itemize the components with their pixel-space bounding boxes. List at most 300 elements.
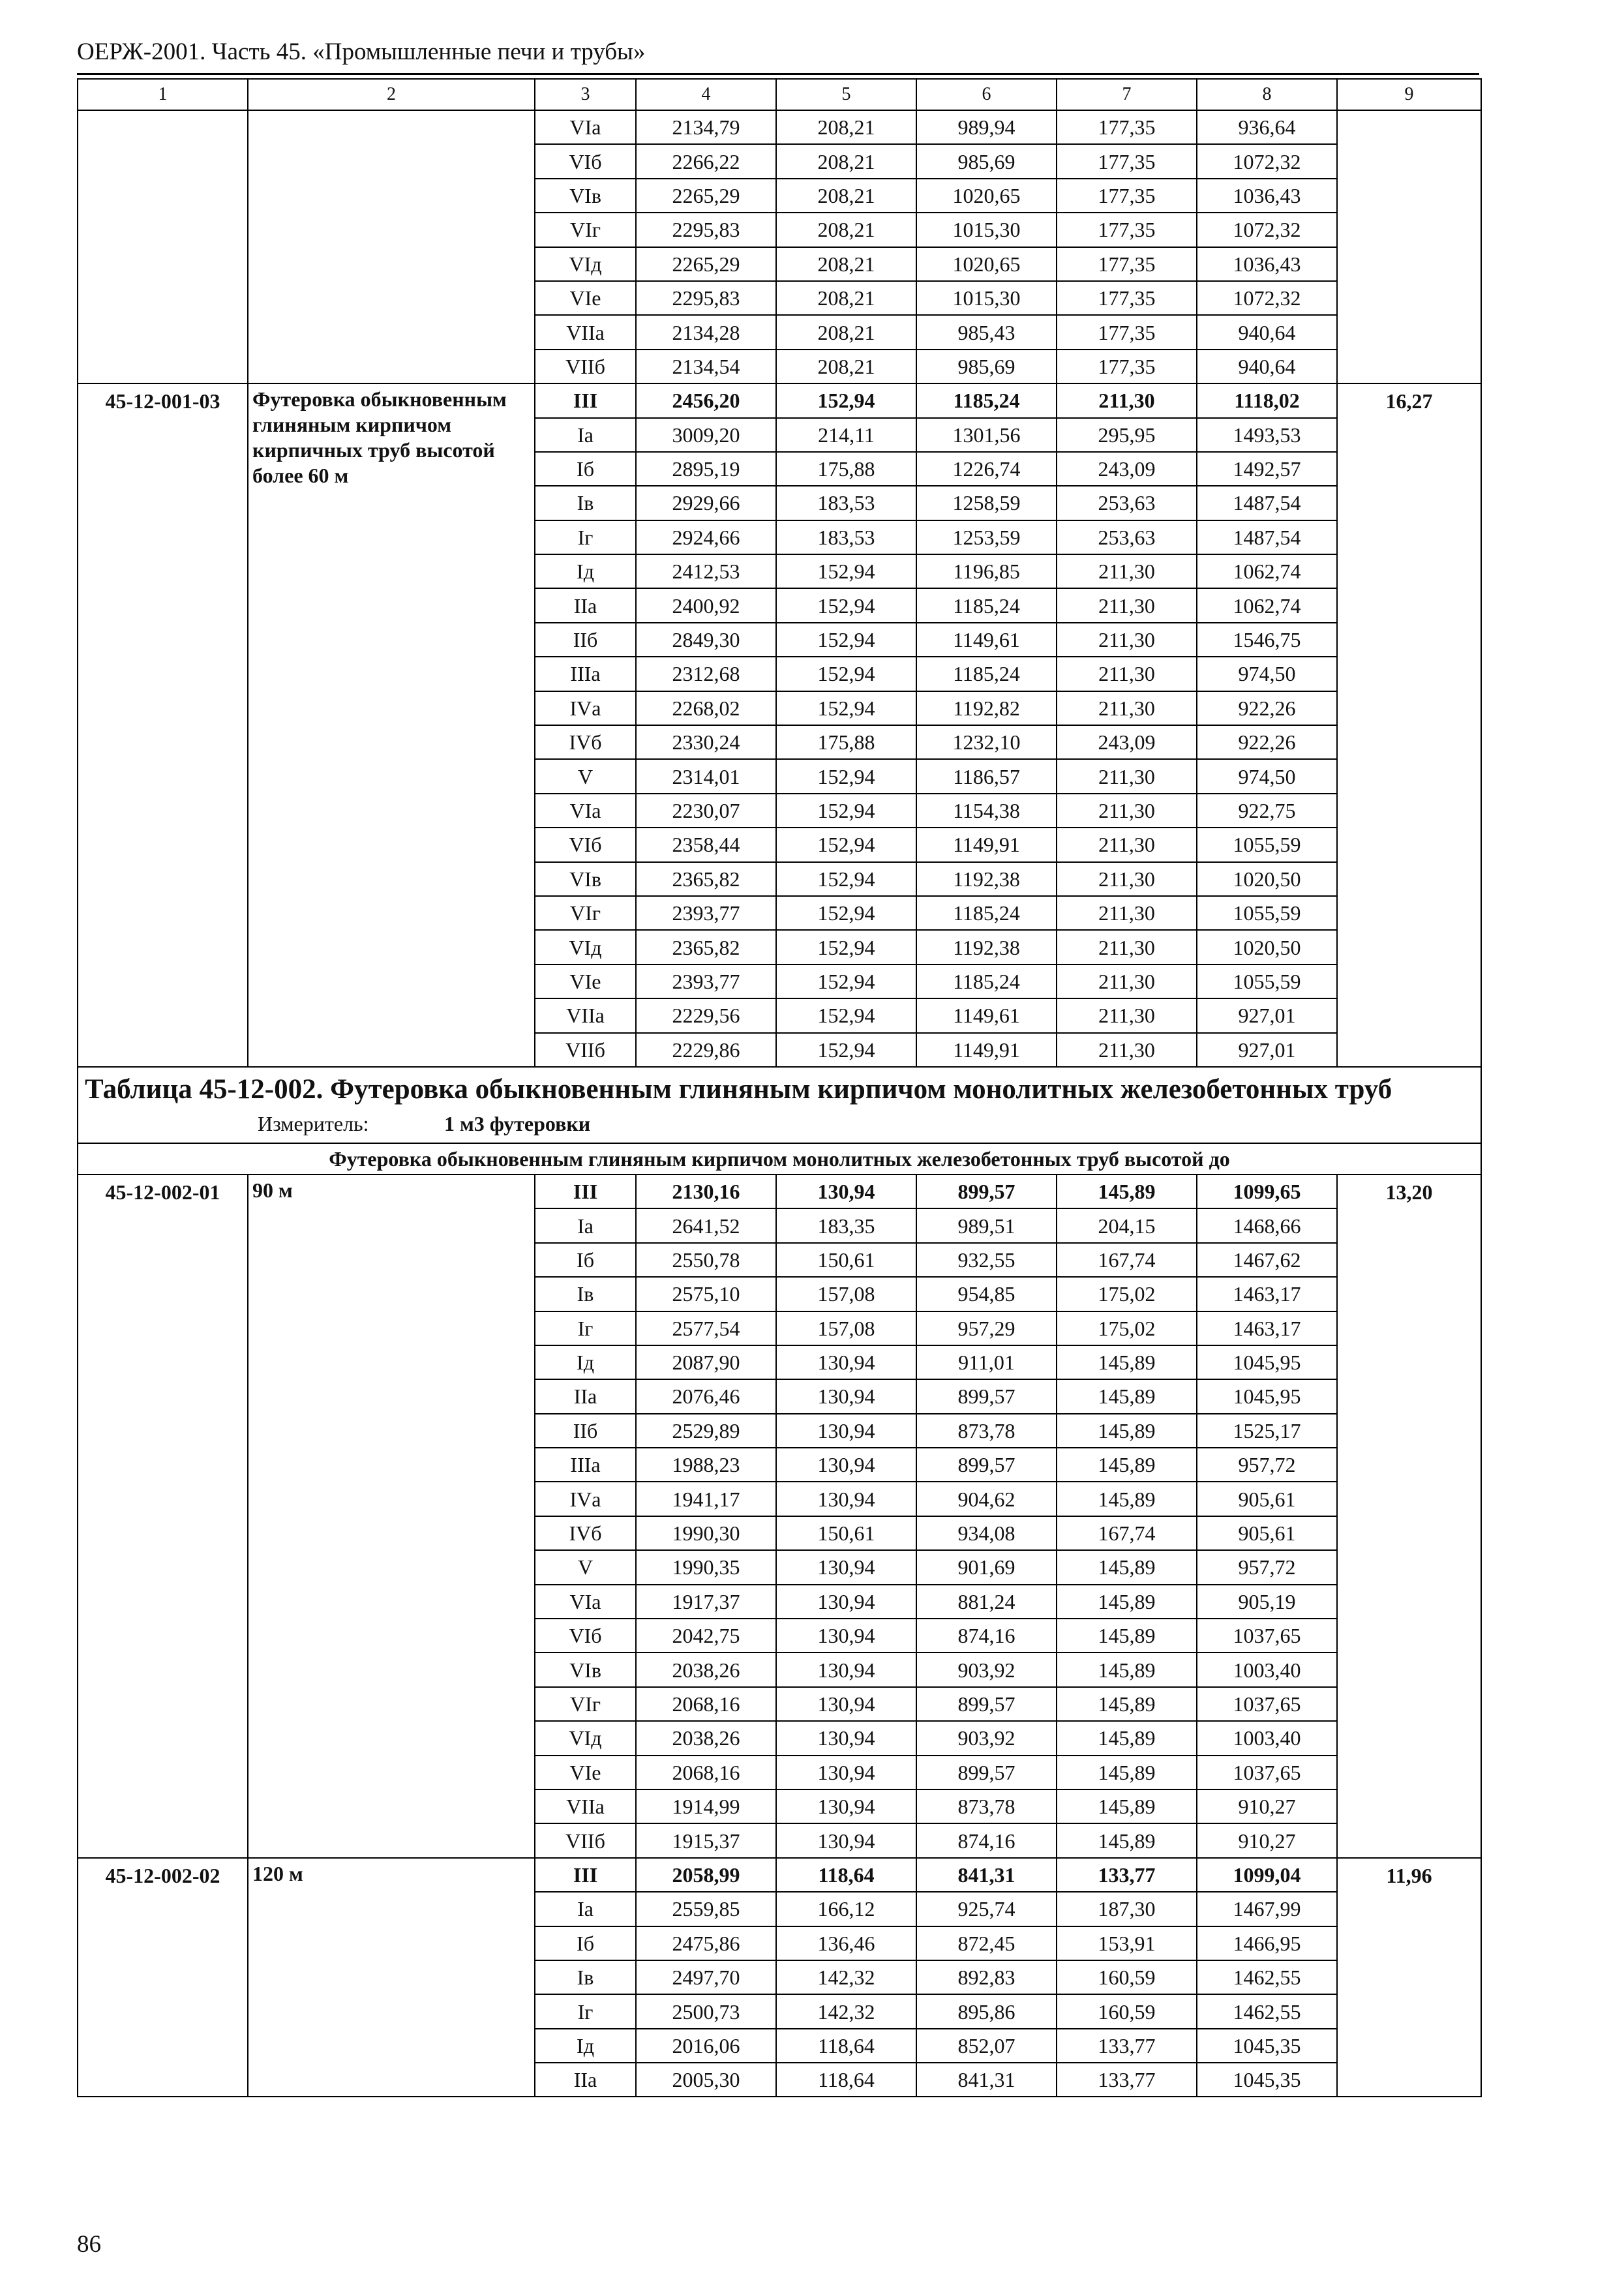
total-cost: 1915,37 — [636, 1823, 776, 1857]
wages: 152,94 — [776, 691, 916, 725]
machinist-wages: 145,89 — [1057, 1585, 1197, 1619]
col-number: 9 — [1337, 79, 1481, 110]
region-code: VIIа — [535, 315, 636, 349]
table-row — [78, 1858, 1481, 1892]
machines: 899,57 — [916, 1174, 1057, 1208]
materials: 940,64 — [1197, 350, 1337, 383]
machinist-wages: 153,91 — [1057, 1926, 1197, 1960]
total-cost: 2134,54 — [636, 350, 776, 383]
machinist-wages: 175,02 — [1057, 1311, 1197, 1345]
machinist-wages: 177,35 — [1057, 110, 1197, 144]
wages: 152,94 — [776, 554, 916, 588]
wages: 130,94 — [776, 1619, 916, 1653]
wages: 130,94 — [776, 1721, 916, 1755]
materials: 1062,74 — [1197, 588, 1337, 622]
materials: 1045,95 — [1197, 1379, 1337, 1413]
machinist-wages: 167,74 — [1057, 1516, 1197, 1550]
materials: 1099,04 — [1197, 1858, 1337, 1892]
wages: 214,11 — [776, 418, 916, 452]
wages: 118,64 — [776, 2029, 916, 2063]
materials: 974,50 — [1197, 657, 1337, 691]
machinist-wages: 160,59 — [1057, 1960, 1197, 1994]
machines: 903,92 — [916, 1653, 1057, 1686]
section-header — [78, 1067, 1481, 1143]
total-cost: 2016,06 — [636, 2029, 776, 2063]
total-cost: 2475,86 — [636, 1926, 776, 1960]
total-cost: 2550,78 — [636, 1243, 776, 1277]
region-code: IIIа — [535, 1448, 636, 1482]
machines: 1192,82 — [916, 691, 1057, 725]
rate-code: 45-12-001-03 — [78, 383, 248, 1067]
machinist-wages: 253,63 — [1057, 520, 1197, 554]
wages: 208,21 — [776, 179, 916, 213]
col-number: 5 — [776, 79, 916, 110]
materials: 1036,43 — [1197, 179, 1337, 213]
wages: 183,35 — [776, 1208, 916, 1242]
col-number: 1 — [78, 79, 248, 110]
labor-cost — [1337, 110, 1481, 383]
work-description — [248, 110, 535, 383]
machinist-wages: 175,02 — [1057, 1277, 1197, 1311]
region-code: VIд — [535, 1721, 636, 1755]
machinist-wages: 211,30 — [1057, 794, 1197, 828]
wages: 136,46 — [776, 1926, 916, 1960]
region-code: VIв — [535, 179, 636, 213]
wages: 152,94 — [776, 657, 916, 691]
total-cost: 2314,01 — [636, 759, 776, 793]
wages: 130,94 — [776, 1482, 916, 1516]
materials: 1055,59 — [1197, 965, 1337, 998]
materials: 1099,65 — [1197, 1174, 1337, 1208]
materials: 1492,57 — [1197, 452, 1337, 486]
total-cost: 1990,30 — [636, 1516, 776, 1550]
total-cost: 2042,75 — [636, 1619, 776, 1653]
materials: 922,75 — [1197, 794, 1337, 828]
machinist-wages: 211,30 — [1057, 896, 1197, 930]
total-cost: 2229,56 — [636, 998, 776, 1032]
machines: 985,69 — [916, 144, 1057, 178]
machines: 881,24 — [916, 1585, 1057, 1619]
machinist-wages: 211,30 — [1057, 862, 1197, 896]
total-cost: 2412,53 — [636, 554, 776, 588]
wages: 130,94 — [776, 1550, 916, 1584]
wages: 152,94 — [776, 383, 916, 417]
total-cost: 2641,52 — [636, 1208, 776, 1242]
region-code: VIе — [535, 1756, 636, 1789]
materials: 922,26 — [1197, 691, 1337, 725]
region-code: Iг — [535, 1311, 636, 1345]
wages: 152,94 — [776, 862, 916, 896]
materials: 1118,02 — [1197, 383, 1337, 417]
machines: 1020,65 — [916, 247, 1057, 281]
region-code: IIа — [535, 1379, 636, 1413]
region-code: VIв — [535, 1653, 636, 1686]
materials: 1072,32 — [1197, 281, 1337, 315]
machinist-wages: 145,89 — [1057, 1756, 1197, 1789]
materials: 1462,55 — [1197, 1960, 1337, 1994]
machinist-wages: 133,77 — [1057, 2029, 1197, 2063]
wages: 130,94 — [776, 1653, 916, 1686]
total-cost: 1914,99 — [636, 1789, 776, 1823]
table-body — [78, 79, 1481, 2097]
materials: 1037,65 — [1197, 1619, 1337, 1653]
wages: 142,32 — [776, 1960, 916, 1994]
wages: 152,94 — [776, 828, 916, 861]
materials: 1546,75 — [1197, 623, 1337, 657]
materials: 1036,43 — [1197, 247, 1337, 281]
wages: 183,53 — [776, 520, 916, 554]
machinist-wages: 145,89 — [1057, 1414, 1197, 1448]
page-number: 86 — [77, 2231, 101, 2258]
region-code: VIIб — [535, 350, 636, 383]
wages: 152,94 — [776, 965, 916, 998]
total-cost: 1990,35 — [636, 1550, 776, 1584]
machinist-wages: 145,89 — [1057, 1482, 1197, 1516]
region-code: VIг — [535, 896, 636, 930]
total-cost: 2265,29 — [636, 247, 776, 281]
total-cost: 2229,86 — [636, 1033, 776, 1067]
machinist-wages: 145,89 — [1057, 1687, 1197, 1721]
machinist-wages: 211,30 — [1057, 623, 1197, 657]
machines: 954,85 — [916, 1277, 1057, 1311]
materials: 910,27 — [1197, 1789, 1337, 1823]
region-code: Iа — [535, 1892, 636, 1926]
rate-code: 45-12-002-01 — [78, 1174, 248, 1858]
region-code: VIе — [535, 965, 636, 998]
machines: 1258,59 — [916, 486, 1057, 520]
labor-cost: 11,96 — [1337, 1858, 1481, 2097]
machinist-wages: 253,63 — [1057, 486, 1197, 520]
col-number: 2 — [248, 79, 535, 110]
total-cost: 2400,92 — [636, 588, 776, 622]
materials: 1020,50 — [1197, 862, 1337, 896]
wages: 130,94 — [776, 1448, 916, 1482]
machinist-wages: 211,30 — [1057, 657, 1197, 691]
total-cost: 3009,20 — [636, 418, 776, 452]
machines: 932,55 — [916, 1243, 1057, 1277]
machines: 874,16 — [916, 1619, 1057, 1653]
machinist-wages: 211,30 — [1057, 588, 1197, 622]
machines: 1301,56 — [916, 418, 1057, 452]
materials: 974,50 — [1197, 759, 1337, 793]
total-cost: 2849,30 — [636, 623, 776, 657]
total-cost: 1988,23 — [636, 1448, 776, 1482]
wages: 130,94 — [776, 1414, 916, 1448]
machinist-wages: 211,30 — [1057, 759, 1197, 793]
machinist-wages: 177,35 — [1057, 247, 1197, 281]
region-code: IIа — [535, 588, 636, 622]
machines: 1196,85 — [916, 554, 1057, 588]
total-cost: 2330,24 — [636, 725, 776, 759]
wages: 130,94 — [776, 1823, 916, 1857]
region-code: III — [535, 1858, 636, 1892]
materials: 1467,99 — [1197, 1892, 1337, 1926]
region-code: VIб — [535, 828, 636, 861]
total-cost: 2295,83 — [636, 281, 776, 315]
machines: 925,74 — [916, 1892, 1057, 1926]
rate-code: 45-12-002-02 — [78, 1858, 248, 2097]
region-code: V — [535, 1550, 636, 1584]
machinist-wages: 211,30 — [1057, 554, 1197, 588]
total-cost: 2266,22 — [636, 144, 776, 178]
machinist-wages: 145,89 — [1057, 1721, 1197, 1755]
wages: 118,64 — [776, 2063, 916, 2097]
labor-cost: 13,20 — [1337, 1174, 1481, 1858]
machinist-wages: 211,30 — [1057, 828, 1197, 861]
wages: 130,94 — [776, 1687, 916, 1721]
wages: 130,94 — [776, 1789, 916, 1823]
total-cost: 2268,02 — [636, 691, 776, 725]
materials: 905,61 — [1197, 1482, 1337, 1516]
region-code: VIIб — [535, 1823, 636, 1857]
col-number: 4 — [636, 79, 776, 110]
wages: 152,94 — [776, 588, 916, 622]
machines: 892,83 — [916, 1960, 1057, 1994]
machines: 1185,24 — [916, 588, 1057, 622]
total-cost: 2559,85 — [636, 1892, 776, 1926]
total-cost: 2358,44 — [636, 828, 776, 861]
machinist-wages: 243,09 — [1057, 725, 1197, 759]
region-code: IVа — [535, 1482, 636, 1516]
machines: 904,62 — [916, 1482, 1057, 1516]
machinist-wages: 177,35 — [1057, 315, 1197, 349]
region-code: Iа — [535, 1208, 636, 1242]
machines: 1226,74 — [916, 452, 1057, 486]
machines: 1149,61 — [916, 998, 1057, 1032]
machinist-wages: 177,35 — [1057, 179, 1197, 213]
machines: 841,31 — [916, 1858, 1057, 1892]
machines: 1192,38 — [916, 930, 1057, 964]
machinist-wages: 177,35 — [1057, 144, 1197, 178]
machinist-wages: 204,15 — [1057, 1208, 1197, 1242]
wages: 157,08 — [776, 1311, 916, 1345]
machines: 934,08 — [916, 1516, 1057, 1550]
wages: 208,21 — [776, 144, 916, 178]
materials: 1493,53 — [1197, 418, 1337, 452]
total-cost: 1941,17 — [636, 1482, 776, 1516]
total-cost: 2497,70 — [636, 1960, 776, 1994]
rate-code — [78, 110, 248, 383]
materials: 957,72 — [1197, 1550, 1337, 1584]
machinist-wages: 177,35 — [1057, 281, 1197, 315]
total-cost: 2929,66 — [636, 486, 776, 520]
materials: 1003,40 — [1197, 1721, 1337, 1755]
region-code: Iг — [535, 1994, 636, 2028]
materials: 1525,17 — [1197, 1414, 1337, 1448]
wages: 130,94 — [776, 1585, 916, 1619]
total-cost: 2134,28 — [636, 315, 776, 349]
materials: 1045,95 — [1197, 1345, 1337, 1379]
wages: 118,64 — [776, 1858, 916, 1892]
region-code: Iг — [535, 520, 636, 554]
machinist-wages: 211,30 — [1057, 965, 1197, 998]
region-code: VIб — [535, 144, 636, 178]
region-code: VIIа — [535, 998, 636, 1032]
total-cost: 1917,37 — [636, 1585, 776, 1619]
region-code: IIа — [535, 2063, 636, 2097]
machinist-wages: 145,89 — [1057, 1823, 1197, 1857]
region-code: VIд — [535, 247, 636, 281]
wages: 142,32 — [776, 1994, 916, 2028]
col-number: 8 — [1197, 79, 1337, 110]
subheader: Футеровка обыкновенным глиняным кирпичом монолитных железобетонных труб высотой до — [78, 1143, 1481, 1174]
region-code: VIа — [535, 794, 636, 828]
wages: 152,94 — [776, 896, 916, 930]
machines: 1149,61 — [916, 623, 1057, 657]
machinist-wages: 133,77 — [1057, 2063, 1197, 2097]
machines: 901,69 — [916, 1550, 1057, 1584]
wages: 150,61 — [776, 1243, 916, 1277]
region-code: VIв — [535, 862, 636, 896]
total-cost: 2895,19 — [636, 452, 776, 486]
table-row — [78, 1174, 1481, 1208]
measure-value: 1 м3 футеровки — [444, 1111, 591, 1135]
machinist-wages: 187,30 — [1057, 1892, 1197, 1926]
total-cost: 2058,99 — [636, 1858, 776, 1892]
region-code: Iд — [535, 1345, 636, 1379]
measure-line — [85, 1112, 1474, 1136]
materials: 1020,50 — [1197, 930, 1337, 964]
total-cost: 2529,89 — [636, 1414, 776, 1448]
machines: 1149,91 — [916, 828, 1057, 861]
wages: 157,08 — [776, 1277, 916, 1311]
materials: 1062,74 — [1197, 554, 1337, 588]
machines: 852,07 — [916, 2029, 1057, 2063]
machines: 985,69 — [916, 350, 1057, 383]
total-cost: 2076,46 — [636, 1379, 776, 1413]
region-code: VIг — [535, 1687, 636, 1721]
machines: 899,57 — [916, 1756, 1057, 1789]
materials: 1487,54 — [1197, 486, 1337, 520]
subheader-row — [78, 1143, 1481, 1174]
machines: 1015,30 — [916, 281, 1057, 315]
materials: 905,61 — [1197, 1516, 1337, 1550]
machines: 903,92 — [916, 1721, 1057, 1755]
column-number-row — [78, 79, 1481, 110]
table-row — [78, 383, 1481, 417]
machines: 899,57 — [916, 1379, 1057, 1413]
materials: 940,64 — [1197, 315, 1337, 349]
region-code: Iд — [535, 2029, 636, 2063]
materials: 1462,55 — [1197, 1994, 1337, 2028]
region-code: III — [535, 1174, 636, 1208]
col-number: 7 — [1057, 79, 1197, 110]
wages: 130,94 — [776, 1345, 916, 1379]
page-header: ОЕРЖ-2001. Часть 45. «Промышленные печи и трубы» — [77, 38, 646, 65]
region-code: Iв — [535, 1960, 636, 1994]
machines: 874,16 — [916, 1823, 1057, 1857]
materials: 927,01 — [1197, 998, 1337, 1032]
region-code: VIа — [535, 1585, 636, 1619]
region-code: IIIа — [535, 657, 636, 691]
machinist-wages: 145,89 — [1057, 1653, 1197, 1686]
machinist-wages: 145,89 — [1057, 1448, 1197, 1482]
total-cost: 2038,26 — [636, 1721, 776, 1755]
measure-label: Измеритель: — [258, 1111, 369, 1135]
materials: 1463,17 — [1197, 1277, 1337, 1311]
materials: 1037,65 — [1197, 1687, 1337, 1721]
machines: 1192,38 — [916, 862, 1057, 896]
machines: 873,78 — [916, 1414, 1057, 1448]
materials: 1463,17 — [1197, 1311, 1337, 1345]
region-code: VIд — [535, 930, 636, 964]
materials: 922,26 — [1197, 725, 1337, 759]
materials: 1037,65 — [1197, 1756, 1337, 1789]
machines: 1185,24 — [916, 965, 1057, 998]
machines: 1185,24 — [916, 896, 1057, 930]
machinist-wages: 167,74 — [1057, 1243, 1197, 1277]
materials: 1055,59 — [1197, 828, 1337, 861]
machinist-wages: 145,89 — [1057, 1174, 1197, 1208]
region-code: VIа — [535, 110, 636, 144]
region-code: Iб — [535, 452, 636, 486]
region-code: VIIа — [535, 1789, 636, 1823]
wages: 208,21 — [776, 110, 916, 144]
materials: 936,64 — [1197, 110, 1337, 144]
region-code: Iв — [535, 486, 636, 520]
machinist-wages: 211,30 — [1057, 930, 1197, 964]
wages: 152,94 — [776, 623, 916, 657]
total-cost: 2005,30 — [636, 2063, 776, 2097]
materials: 1468,66 — [1197, 1208, 1337, 1242]
machines: 989,94 — [916, 110, 1057, 144]
machinist-wages: 145,89 — [1057, 1789, 1197, 1823]
machines: 872,45 — [916, 1926, 1057, 1960]
total-cost: 2312,68 — [636, 657, 776, 691]
wages: 130,94 — [776, 1174, 916, 1208]
machinist-wages: 177,35 — [1057, 350, 1197, 383]
region-code: Iв — [535, 1277, 636, 1311]
machines: 1015,30 — [916, 213, 1057, 247]
machines: 911,01 — [916, 1345, 1057, 1379]
wages: 208,21 — [776, 247, 916, 281]
region-code: Iд — [535, 554, 636, 588]
total-cost: 2577,54 — [636, 1311, 776, 1345]
total-cost: 2295,83 — [636, 213, 776, 247]
total-cost: 2365,82 — [636, 930, 776, 964]
total-cost: 2130,16 — [636, 1174, 776, 1208]
total-cost: 2500,73 — [636, 1994, 776, 2028]
wages: 150,61 — [776, 1516, 916, 1550]
materials: 1072,32 — [1197, 213, 1337, 247]
total-cost: 2087,90 — [636, 1345, 776, 1379]
machinist-wages: 145,89 — [1057, 1619, 1197, 1653]
region-code: IIб — [535, 1414, 636, 1448]
machines: 1154,38 — [916, 794, 1057, 828]
machines: 899,57 — [916, 1687, 1057, 1721]
machines: 841,31 — [916, 2063, 1057, 2097]
materials: 927,01 — [1197, 1033, 1337, 1067]
materials: 1045,35 — [1197, 2029, 1337, 2063]
wages: 152,94 — [776, 930, 916, 964]
total-cost: 2265,29 — [636, 179, 776, 213]
machinist-wages: 177,35 — [1057, 213, 1197, 247]
wages: 152,94 — [776, 759, 916, 793]
region-code: VIе — [535, 281, 636, 315]
wages: 166,12 — [776, 1892, 916, 1926]
materials: 957,72 — [1197, 1448, 1337, 1482]
wages: 208,21 — [776, 281, 916, 315]
total-cost: 2365,82 — [636, 862, 776, 896]
machines: 985,43 — [916, 315, 1057, 349]
price-table — [77, 78, 1482, 2097]
region-code: IVа — [535, 691, 636, 725]
region-code: IVб — [535, 725, 636, 759]
table-row — [78, 110, 1481, 144]
machines: 1185,24 — [916, 383, 1057, 417]
wages: 208,21 — [776, 315, 916, 349]
total-cost: 2068,16 — [636, 1756, 776, 1789]
